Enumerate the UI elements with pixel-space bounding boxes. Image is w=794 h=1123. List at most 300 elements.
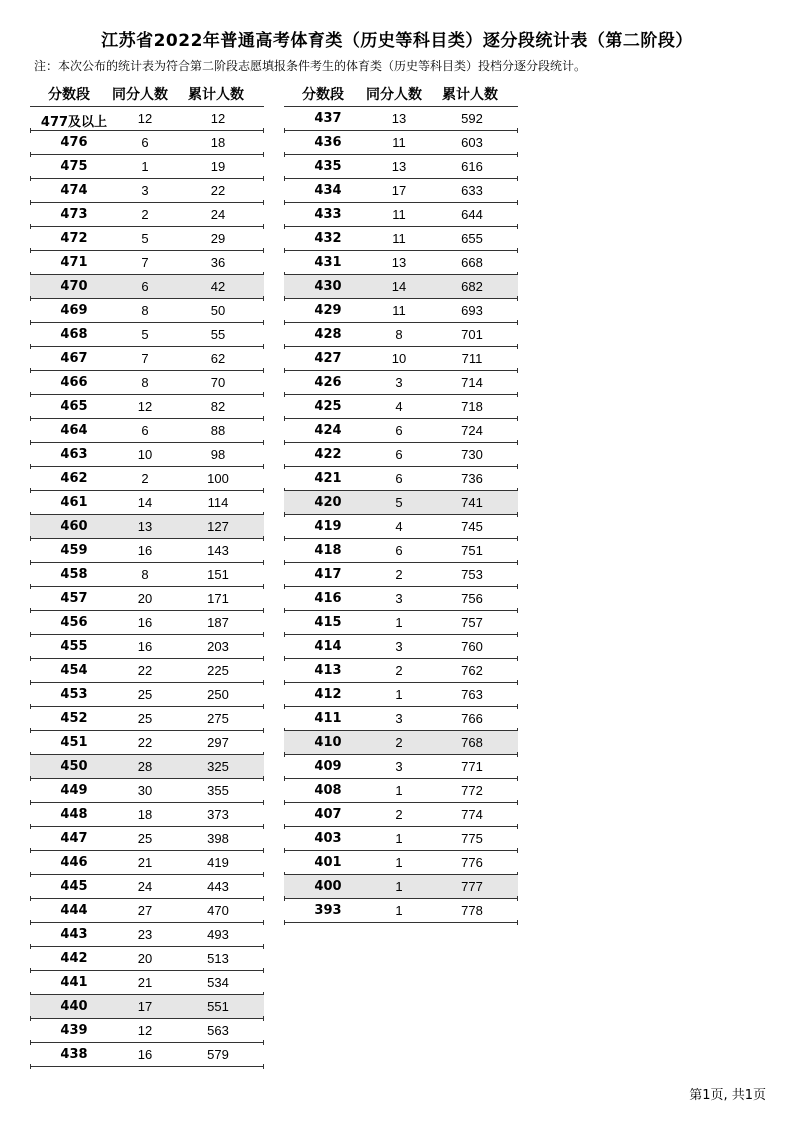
count-cell: 5 — [141, 327, 149, 342]
score-cell: 476 — [60, 135, 88, 150]
table-row — [284, 275, 518, 299]
count-cell: 10 — [137, 447, 153, 462]
count-cell: 3 — [395, 711, 403, 726]
count-cell: 16 — [137, 543, 153, 558]
table-row — [30, 683, 264, 707]
score-cell: 452 — [60, 711, 88, 726]
table-row — [30, 491, 264, 515]
score-cell: 465 — [60, 399, 88, 414]
score-cell: 469 — [60, 303, 88, 318]
table-row — [284, 203, 518, 227]
score-cell: 401 — [314, 855, 342, 870]
count-cell: 12 — [137, 399, 153, 414]
table-row — [30, 731, 264, 755]
cumulative-cell: 419 — [207, 855, 229, 870]
table-row — [284, 539, 518, 563]
cumulative-cell: 736 — [461, 471, 483, 486]
table-row — [30, 106, 264, 131]
count-cell: 6 — [141, 135, 149, 150]
count-cell: 30 — [137, 783, 153, 798]
cumulative-cell: 760 — [461, 639, 483, 654]
count-cell: 8 — [141, 303, 149, 318]
score-cell: 417 — [314, 567, 342, 582]
score-cell: 439 — [60, 1023, 88, 1038]
count-cell: 12 — [137, 1023, 153, 1038]
count-cell: 6 — [395, 423, 403, 438]
table-row — [30, 179, 264, 203]
table-body — [284, 106, 518, 923]
table-header — [30, 82, 264, 106]
count-cell: 3 — [395, 375, 403, 390]
score-cell: 471 — [60, 255, 88, 270]
count-cell: 21 — [137, 855, 153, 870]
count-cell: 13 — [391, 255, 407, 270]
cumulative-cell: 36 — [210, 255, 226, 270]
table-row — [30, 251, 264, 275]
table-row — [30, 611, 264, 635]
score-cell: 440 — [60, 999, 88, 1014]
count-cell: 6 — [141, 423, 149, 438]
table-row — [284, 395, 518, 419]
score-cell: 429 — [314, 303, 342, 318]
score-cell: 461 — [60, 495, 88, 510]
cumulative-cell: 724 — [461, 423, 483, 438]
score-cell: 433 — [314, 207, 342, 222]
table-row — [30, 923, 264, 947]
score-cell: 419 — [314, 519, 342, 534]
cumulative-cell: 701 — [461, 327, 483, 342]
score-cell: 409 — [314, 759, 342, 774]
score-cell: 435 — [314, 159, 342, 174]
count-cell: 20 — [137, 951, 153, 966]
table-row — [30, 851, 264, 875]
count-cell: 8 — [395, 327, 403, 342]
table-row — [30, 443, 264, 467]
score-cell: 412 — [314, 687, 342, 702]
count-cell: 7 — [141, 351, 149, 366]
table-row — [30, 875, 264, 899]
score-cell: 463 — [60, 447, 88, 462]
score-cell: 464 — [60, 423, 88, 438]
count-cell: 14 — [391, 279, 407, 294]
table-row — [30, 563, 264, 587]
cumulative-cell: 151 — [207, 567, 229, 582]
score-cell: 427 — [314, 351, 342, 366]
table-row — [284, 611, 518, 635]
cumulative-cell: 470 — [207, 903, 229, 918]
table-row — [30, 827, 264, 851]
header-score: 分数段 — [302, 87, 344, 103]
table-row — [30, 395, 264, 419]
score-cell: 411 — [314, 711, 342, 726]
count-cell: 12 — [137, 111, 153, 126]
cumulative-cell: 12 — [210, 111, 226, 126]
score-cell: 445 — [60, 879, 88, 894]
count-cell: 16 — [137, 1047, 153, 1062]
count-cell: 17 — [391, 183, 407, 198]
cumulative-cell: 766 — [461, 711, 483, 726]
count-cell: 6 — [395, 543, 403, 558]
table-row — [30, 779, 264, 803]
table-row — [30, 899, 264, 923]
count-cell: 25 — [137, 831, 153, 846]
cumulative-cell: 534 — [207, 975, 229, 990]
score-cell: 470 — [60, 279, 88, 294]
cumulative-cell: 774 — [461, 807, 483, 822]
cumulative-cell: 682 — [461, 279, 483, 294]
table-row — [30, 131, 264, 155]
cumulative-cell: 70 — [210, 375, 226, 390]
cumulative-cell: 42 — [210, 279, 226, 294]
count-cell: 2 — [395, 735, 403, 750]
cumulative-cell: 55 — [210, 327, 226, 342]
table-row — [284, 179, 518, 203]
table-row — [284, 563, 518, 587]
table-row — [30, 539, 264, 563]
cumulative-cell: 718 — [461, 399, 483, 414]
score-cell: 443 — [60, 927, 88, 942]
table-row — [30, 155, 264, 179]
count-cell: 1 — [395, 903, 403, 918]
table-row — [30, 419, 264, 443]
table-row — [284, 515, 518, 539]
score-table-left — [30, 82, 264, 1067]
cumulative-cell: 62 — [210, 351, 226, 366]
cumulative-cell: 771 — [461, 759, 483, 774]
table-row — [284, 779, 518, 803]
score-cell: 468 — [60, 327, 88, 342]
score-cell: 432 — [314, 231, 342, 246]
cumulative-cell: 777 — [461, 879, 483, 894]
table-row — [284, 851, 518, 875]
cumulative-cell: 741 — [461, 495, 483, 510]
table-row — [284, 131, 518, 155]
score-table-right — [284, 82, 518, 923]
cumulative-cell: 778 — [461, 903, 483, 918]
score-cell: 436 — [314, 135, 342, 150]
table-row — [284, 659, 518, 683]
score-cell: 456 — [60, 615, 88, 630]
cumulative-cell: 100 — [207, 471, 229, 486]
table-row — [284, 755, 518, 779]
cumulative-cell: 603 — [461, 135, 483, 150]
count-cell: 4 — [395, 399, 403, 414]
table-row — [284, 227, 518, 251]
score-cell: 408 — [314, 783, 342, 798]
count-cell: 14 — [137, 495, 153, 510]
count-cell: 1 — [395, 831, 403, 846]
score-cell: 462 — [60, 471, 88, 486]
count-cell: 13 — [391, 159, 407, 174]
count-cell: 8 — [141, 375, 149, 390]
score-cell: 421 — [314, 471, 342, 486]
table-row — [30, 371, 264, 395]
cumulative-cell: 579 — [207, 1047, 229, 1062]
cumulative-cell: 187 — [207, 615, 229, 630]
table-row — [30, 587, 264, 611]
cumulative-cell: 443 — [207, 879, 229, 894]
table-row — [284, 371, 518, 395]
cumulative-cell: 693 — [461, 303, 483, 318]
count-cell: 2 — [395, 663, 403, 678]
cumulative-cell: 633 — [461, 183, 483, 198]
score-cell: 444 — [60, 903, 88, 918]
count-cell: 1 — [395, 855, 403, 870]
cumulative-cell: 563 — [207, 1023, 229, 1038]
score-cell: 420 — [314, 495, 342, 510]
score-cell: 458 — [60, 567, 88, 582]
table-row — [30, 1043, 264, 1067]
table-row — [284, 155, 518, 179]
score-cell: 448 — [60, 807, 88, 822]
cumulative-cell: 325 — [207, 759, 229, 774]
table-row — [30, 227, 264, 251]
score-cell: 403 — [314, 831, 342, 846]
cumulative-cell: 143 — [207, 543, 229, 558]
count-cell: 16 — [137, 615, 153, 630]
table-row — [284, 299, 518, 323]
cumulative-cell: 114 — [207, 495, 229, 510]
cumulative-cell: 768 — [461, 735, 483, 750]
score-cell: 418 — [314, 543, 342, 558]
cumulative-cell: 711 — [461, 351, 483, 366]
count-cell: 23 — [137, 927, 153, 942]
table-row — [284, 707, 518, 731]
count-cell: 6 — [395, 447, 403, 462]
score-cell: 460 — [60, 519, 88, 534]
table-row — [284, 443, 518, 467]
cumulative-cell: 616 — [461, 159, 483, 174]
table-row — [30, 515, 264, 539]
cumulative-cell: 297 — [207, 735, 229, 750]
header-count: 同分人数 — [366, 87, 422, 103]
count-cell: 27 — [137, 903, 153, 918]
header-score: 分数段 — [48, 87, 90, 103]
score-cell: 400 — [314, 879, 342, 894]
table-row — [284, 731, 518, 755]
cumulative-cell: 50 — [210, 303, 226, 318]
score-cell: 454 — [60, 663, 88, 678]
count-cell: 16 — [137, 639, 153, 654]
count-cell: 1 — [395, 879, 403, 894]
count-cell: 2 — [141, 471, 149, 486]
cumulative-cell: 730 — [461, 447, 483, 462]
score-cell: 437 — [314, 111, 342, 126]
cumulative-cell: 19 — [210, 159, 226, 174]
count-cell: 28 — [137, 759, 153, 774]
page-title: 江苏省2022年普通高考体育类（历史等科目类）逐分段统计表（第二阶段） — [101, 31, 693, 51]
score-cell: 426 — [314, 375, 342, 390]
score-cell: 473 — [60, 207, 88, 222]
cumulative-cell: 18 — [210, 135, 226, 150]
score-cell: 413 — [314, 663, 342, 678]
cumulative-cell: 762 — [461, 663, 483, 678]
score-cell: 415 — [314, 615, 342, 630]
count-cell: 6 — [141, 279, 149, 294]
table-row — [30, 947, 264, 971]
table-row — [30, 635, 264, 659]
page-number: 第1页, 共1页 — [689, 1088, 766, 1103]
cumulative-cell: 171 — [207, 591, 229, 606]
cumulative-cell: 225 — [207, 663, 229, 678]
cumulative-cell: 763 — [461, 687, 483, 702]
count-cell: 6 — [395, 471, 403, 486]
count-cell: 22 — [137, 735, 153, 750]
count-cell: 22 — [137, 663, 153, 678]
cumulative-cell: 756 — [461, 591, 483, 606]
cumulative-cell: 714 — [461, 375, 483, 390]
header-cumulative: 累计人数 — [188, 87, 244, 103]
count-cell: 3 — [141, 183, 149, 198]
count-cell: 20 — [137, 591, 153, 606]
cumulative-cell: 398 — [207, 831, 229, 846]
count-cell: 4 — [395, 519, 403, 534]
cumulative-cell: 776 — [461, 855, 483, 870]
count-cell: 10 — [391, 351, 407, 366]
score-cell: 414 — [314, 639, 342, 654]
score-cell: 455 — [60, 639, 88, 654]
cumulative-cell: 757 — [461, 615, 483, 630]
count-cell: 11 — [392, 135, 406, 150]
count-cell: 13 — [391, 111, 407, 126]
cumulative-cell: 772 — [461, 783, 483, 798]
count-cell: 5 — [141, 231, 149, 246]
table-row — [284, 419, 518, 443]
table-row — [284, 491, 518, 515]
header-cumulative: 累计人数 — [442, 87, 498, 103]
table-row — [30, 971, 264, 995]
score-cell: 477及以上 — [40, 115, 108, 130]
score-cell: 466 — [60, 375, 88, 390]
cumulative-cell: 745 — [461, 519, 483, 534]
count-cell: 18 — [137, 807, 153, 822]
cumulative-cell: 22 — [210, 183, 226, 198]
score-cell: 441 — [60, 975, 88, 990]
count-cell: 2 — [395, 567, 403, 582]
score-cell: 442 — [60, 951, 88, 966]
table-row — [30, 803, 264, 827]
table-row — [30, 275, 264, 299]
cumulative-cell: 98 — [210, 447, 226, 462]
table-row — [30, 323, 264, 347]
header-count: 同分人数 — [112, 87, 168, 103]
table-row — [30, 995, 264, 1019]
count-cell: 11 — [392, 207, 406, 222]
score-cell: 434 — [314, 183, 342, 198]
score-cell: 467 — [60, 351, 88, 366]
table-row — [30, 755, 264, 779]
cumulative-cell: 644 — [461, 207, 483, 222]
table-row — [30, 467, 264, 491]
score-cell: 475 — [60, 159, 88, 174]
count-cell: 1 — [141, 159, 149, 174]
cumulative-cell: 82 — [210, 399, 226, 414]
score-cell: 451 — [60, 735, 88, 750]
table-row — [284, 587, 518, 611]
count-cell: 3 — [395, 591, 403, 606]
cumulative-cell: 551 — [207, 999, 229, 1014]
table-row — [30, 347, 264, 371]
table-row — [284, 683, 518, 707]
count-cell: 17 — [137, 999, 153, 1014]
count-cell: 25 — [137, 711, 153, 726]
table-row — [284, 635, 518, 659]
score-cell: 472 — [60, 231, 88, 246]
count-cell: 1 — [395, 783, 403, 798]
cumulative-cell: 250 — [207, 687, 229, 702]
table-body — [30, 106, 264, 1067]
score-cell: 459 — [60, 543, 88, 558]
count-cell: 2 — [141, 207, 149, 222]
count-cell: 1 — [395, 687, 403, 702]
count-cell: 3 — [395, 639, 403, 654]
score-cell: 474 — [60, 183, 88, 198]
score-cell: 424 — [314, 423, 342, 438]
table-row — [30, 707, 264, 731]
cumulative-cell: 88 — [210, 423, 226, 438]
score-cell: 416 — [314, 591, 342, 606]
cumulative-cell: 493 — [207, 927, 229, 942]
cumulative-cell: 592 — [461, 111, 483, 126]
table-row — [284, 323, 518, 347]
table-row — [284, 803, 518, 827]
cumulative-cell: 753 — [461, 567, 483, 582]
table-row — [284, 827, 518, 851]
score-cell: 431 — [314, 255, 342, 270]
count-cell: 3 — [395, 759, 403, 774]
table-row — [284, 251, 518, 275]
score-cell: 449 — [60, 783, 88, 798]
table-row — [284, 467, 518, 491]
cumulative-cell: 373 — [207, 807, 229, 822]
table-row — [30, 203, 264, 227]
table-note: 注：本次公布的统计表为符合第二阶段志愿填报条件考生的体育类（历史等科目类）投档分逐分段统计。 — [34, 59, 587, 73]
count-cell: 7 — [141, 255, 149, 270]
table-row — [30, 299, 264, 323]
cumulative-cell: 24 — [210, 207, 226, 222]
score-cell: 425 — [314, 399, 342, 414]
score-cell: 430 — [314, 279, 342, 294]
score-cell: 447 — [60, 831, 88, 846]
score-cell: 438 — [60, 1047, 88, 1062]
score-cell: 450 — [60, 759, 88, 774]
count-cell: 2 — [395, 807, 403, 822]
score-cell: 407 — [314, 807, 342, 822]
count-cell: 5 — [395, 495, 403, 510]
cumulative-cell: 751 — [461, 543, 483, 558]
cumulative-cell: 775 — [461, 831, 483, 846]
table-row — [284, 899, 518, 923]
count-cell: 8 — [141, 567, 149, 582]
score-cell: 422 — [314, 447, 342, 462]
score-cell: 457 — [60, 591, 88, 606]
count-cell: 24 — [137, 879, 153, 894]
score-cell: 410 — [314, 735, 342, 750]
count-cell: 21 — [137, 975, 153, 990]
score-cell: 393 — [314, 903, 342, 918]
table-row — [284, 347, 518, 371]
table-row — [284, 875, 518, 899]
count-cell: 25 — [137, 687, 153, 702]
count-cell: 1 — [395, 615, 403, 630]
cumulative-cell: 203 — [207, 639, 229, 654]
table-header — [284, 82, 518, 106]
count-cell: 11 — [392, 303, 406, 318]
table-row — [30, 1019, 264, 1043]
cumulative-cell: 127 — [207, 519, 229, 534]
cumulative-cell: 355 — [207, 783, 229, 798]
score-cell: 446 — [60, 855, 88, 870]
